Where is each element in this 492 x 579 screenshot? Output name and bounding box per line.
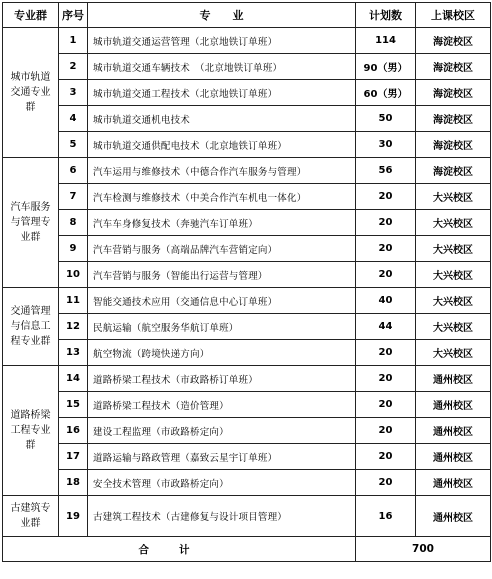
group-cell-rail-transit: 城市轨道交通专业群 [3, 28, 59, 158]
header-major: 专 业 [88, 3, 356, 28]
row-index: 10 [59, 262, 88, 288]
row-plan: 114 [356, 28, 416, 54]
row-index: 8 [59, 210, 88, 236]
row-major: 汽车营销与服务（高端品牌汽车营销定向） [88, 236, 356, 262]
table-row [3, 54, 491, 80]
group-cell-auto-service: 汽车服务与管理专业群 [3, 158, 59, 288]
row-index: 6 [59, 158, 88, 184]
row-index: 1 [59, 28, 88, 54]
row-plan: 20 [356, 444, 416, 470]
row-campus: 大兴校区 [416, 184, 491, 210]
total-value: 700 [356, 537, 491, 562]
row-major: 古建筑工程技术（古建修复与设计项目管理） [88, 496, 356, 537]
table-row [3, 184, 491, 210]
row-major: 城市轨道交通运营管理（北京地铁订单班） [88, 28, 356, 54]
row-campus: 海淀校区 [416, 54, 491, 80]
row-campus: 海淀校区 [416, 132, 491, 158]
row-campus: 海淀校区 [416, 80, 491, 106]
table-row [3, 444, 491, 470]
row-campus: 海淀校区 [416, 28, 491, 54]
table-row [3, 80, 491, 106]
row-index: 2 [59, 54, 88, 80]
row-campus: 通州校区 [416, 496, 491, 537]
row-plan: 20 [356, 184, 416, 210]
row-campus: 大兴校区 [416, 340, 491, 366]
row-major: 汽车车身修复技术（奔驰汽车订单班） [88, 210, 356, 236]
row-campus: 大兴校区 [416, 288, 491, 314]
row-campus: 通州校区 [416, 444, 491, 470]
header-row [3, 3, 491, 28]
row-major: 道路桥梁工程技术（造价管理） [88, 392, 356, 418]
table-row [3, 158, 491, 184]
row-major: 道路运输与路政管理（嘉致云星宇订单班） [88, 444, 356, 470]
row-plan: 16 [356, 496, 416, 537]
group-cell-traffic-info: 交通管理与信息工程专业群 [3, 288, 59, 366]
row-plan: 20 [356, 418, 416, 444]
row-plan: 50 [356, 106, 416, 132]
row-campus: 通州校区 [416, 470, 491, 496]
row-campus: 大兴校区 [416, 210, 491, 236]
row-index: 4 [59, 106, 88, 132]
row-index: 3 [59, 80, 88, 106]
row-index: 7 [59, 184, 88, 210]
row-campus: 大兴校区 [416, 262, 491, 288]
enrollment-plan-table [2, 2, 491, 562]
table-row [3, 392, 491, 418]
row-major: 航空物流（跨境快递方向） [88, 340, 356, 366]
row-plan: 20 [356, 340, 416, 366]
row-campus: 通州校区 [416, 418, 491, 444]
row-campus: 大兴校区 [416, 314, 491, 340]
total-label: 合计 [138, 543, 220, 556]
row-index: 17 [59, 444, 88, 470]
row-plan: 60（男） [356, 80, 416, 106]
table-row [3, 340, 491, 366]
row-plan: 40 [356, 288, 416, 314]
table-row [3, 496, 491, 537]
table-row [3, 314, 491, 340]
row-campus: 海淀校区 [416, 106, 491, 132]
table-row [3, 210, 491, 236]
row-plan: 90（男） [356, 54, 416, 80]
row-index: 14 [59, 366, 88, 392]
row-plan: 20 [356, 392, 416, 418]
row-major: 民航运输（航空服务华航订单班） [88, 314, 356, 340]
row-major: 智能交通技术应用（交通信息中心订单班） [88, 288, 356, 314]
row-major: 汽车营销与服务（智能出行运营与管理） [88, 262, 356, 288]
table-row [3, 470, 491, 496]
row-plan: 20 [356, 262, 416, 288]
row-major: 城市轨道交通供配电技术（北京地铁订单班） [88, 132, 356, 158]
total-label-cell [3, 537, 356, 562]
row-major: 城市轨道交通机电技术 [88, 106, 356, 132]
row-major: 汽车检测与维修技术（中美合作汽车机电一体化） [88, 184, 356, 210]
row-campus: 通州校区 [416, 392, 491, 418]
row-index: 15 [59, 392, 88, 418]
row-index: 19 [59, 496, 88, 537]
header-plan: 计划数 [356, 3, 416, 28]
table-row [3, 418, 491, 444]
enrollment-plan-table-container [2, 2, 490, 562]
total-row [3, 537, 491, 562]
table-row [3, 236, 491, 262]
group-cell-ancient-architecture: 古建筑专业群 [3, 496, 59, 537]
row-major: 安全技术管理（市政路桥定向） [88, 470, 356, 496]
row-plan: 20 [356, 210, 416, 236]
row-index: 11 [59, 288, 88, 314]
row-plan: 20 [356, 470, 416, 496]
row-plan: 44 [356, 314, 416, 340]
row-index: 9 [59, 236, 88, 262]
row-major: 城市轨道交通工程技术（北京地铁订单班） [88, 80, 356, 106]
row-index: 5 [59, 132, 88, 158]
table-row [3, 288, 491, 314]
row-index: 16 [59, 418, 88, 444]
row-plan: 20 [356, 366, 416, 392]
table-row [3, 132, 491, 158]
row-index: 12 [59, 314, 88, 340]
row-plan: 56 [356, 158, 416, 184]
header-index: 序号 [59, 3, 88, 28]
table-row [3, 262, 491, 288]
row-plan: 30 [356, 132, 416, 158]
header-group: 专业群 [3, 3, 59, 28]
row-major: 城市轨道交通车辆技术 （北京地铁订单班） [88, 54, 356, 80]
table-row [3, 366, 491, 392]
row-campus: 大兴校区 [416, 236, 491, 262]
row-major: 道路桥梁工程技术（市政路桥订单班） [88, 366, 356, 392]
table-row [3, 106, 491, 132]
group-cell-road-bridge: 道路桥梁工程专业群 [3, 366, 59, 496]
row-major: 建设工程监理（市政路桥定向） [88, 418, 356, 444]
row-plan: 20 [356, 236, 416, 262]
row-major: 汽车运用与维修技术（中德合作汽车服务与管理） [88, 158, 356, 184]
row-campus: 通州校区 [416, 366, 491, 392]
row-index: 18 [59, 470, 88, 496]
row-campus: 海淀校区 [416, 158, 491, 184]
row-index: 13 [59, 340, 88, 366]
header-campus: 上课校区 [416, 3, 491, 28]
table-row [3, 28, 491, 54]
